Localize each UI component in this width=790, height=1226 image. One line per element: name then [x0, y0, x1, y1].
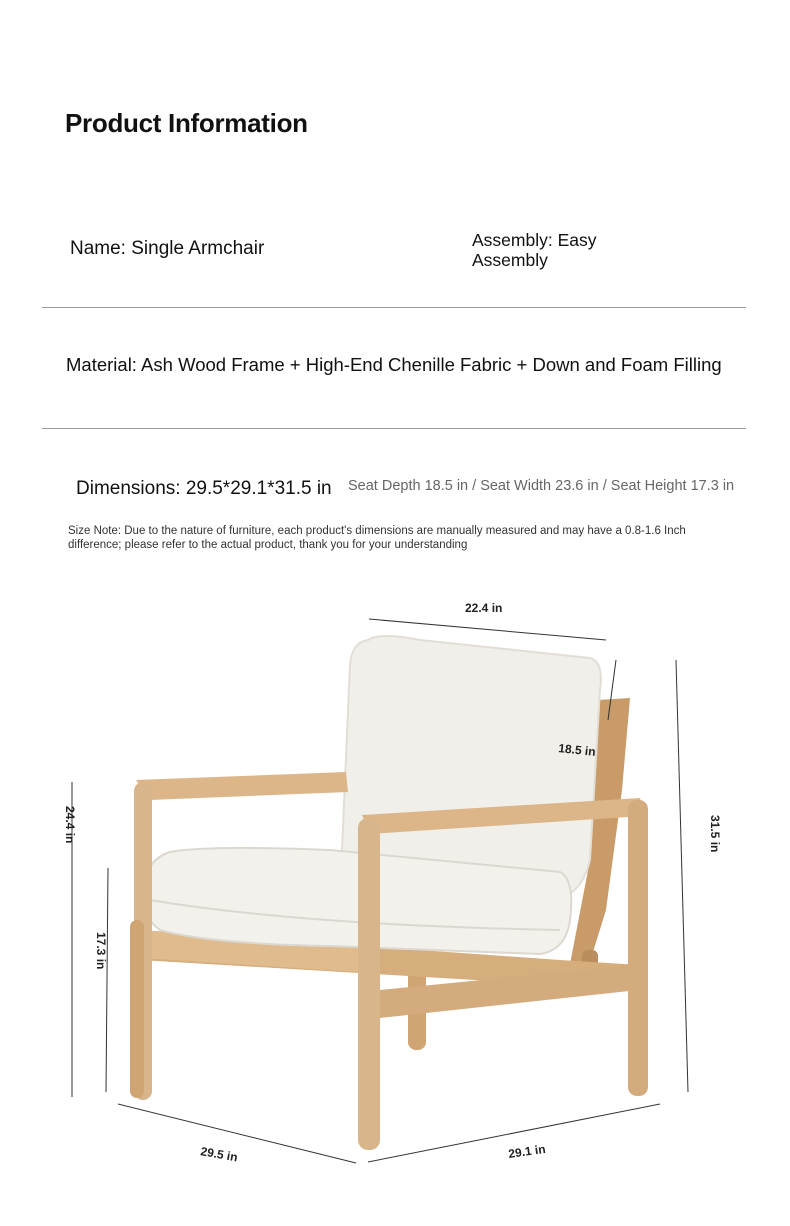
dim-side-depth: 29.1 in	[507, 1141, 547, 1161]
spec-material: Material: Ash Wood Frame + High-End Chenille Fabric + Down and Foam Filling	[66, 354, 722, 375]
armchair-dimension-diagram	[0, 580, 790, 1226]
dim-front-width: 29.5 in	[199, 1144, 239, 1165]
dim-total-height: 31.5 in	[708, 815, 722, 853]
spec-assembly: Assembly: Easy Assembly	[472, 230, 597, 270]
spec-dimensions: Dimensions: 29.5*29.1*31.5 in	[76, 478, 332, 499]
armchair-illustration	[130, 636, 648, 1150]
dim-seat-height: 17.3 in	[94, 932, 108, 970]
divider	[42, 428, 746, 429]
spec-name: Name: Single Armchair	[70, 238, 265, 259]
divider	[42, 307, 746, 308]
page-title: Product Information	[65, 108, 308, 138]
spec-seat-details: Seat Depth 18.5 in / Seat Width 23.6 in / Seat Height 17.3 in	[348, 478, 735, 494]
dim-top-width: 22.4 in	[465, 601, 503, 615]
dim-back-height: 24.4 in	[63, 806, 77, 844]
dim-seat-depth: 18.5 in	[557, 741, 597, 759]
size-note: Size Note: Due to the nature of furniture, each product's dimensions are manually measured and may have a 0.8-1.6 Inch difference; please refer to the actual product, thank you for your understanding	[68, 525, 686, 551]
